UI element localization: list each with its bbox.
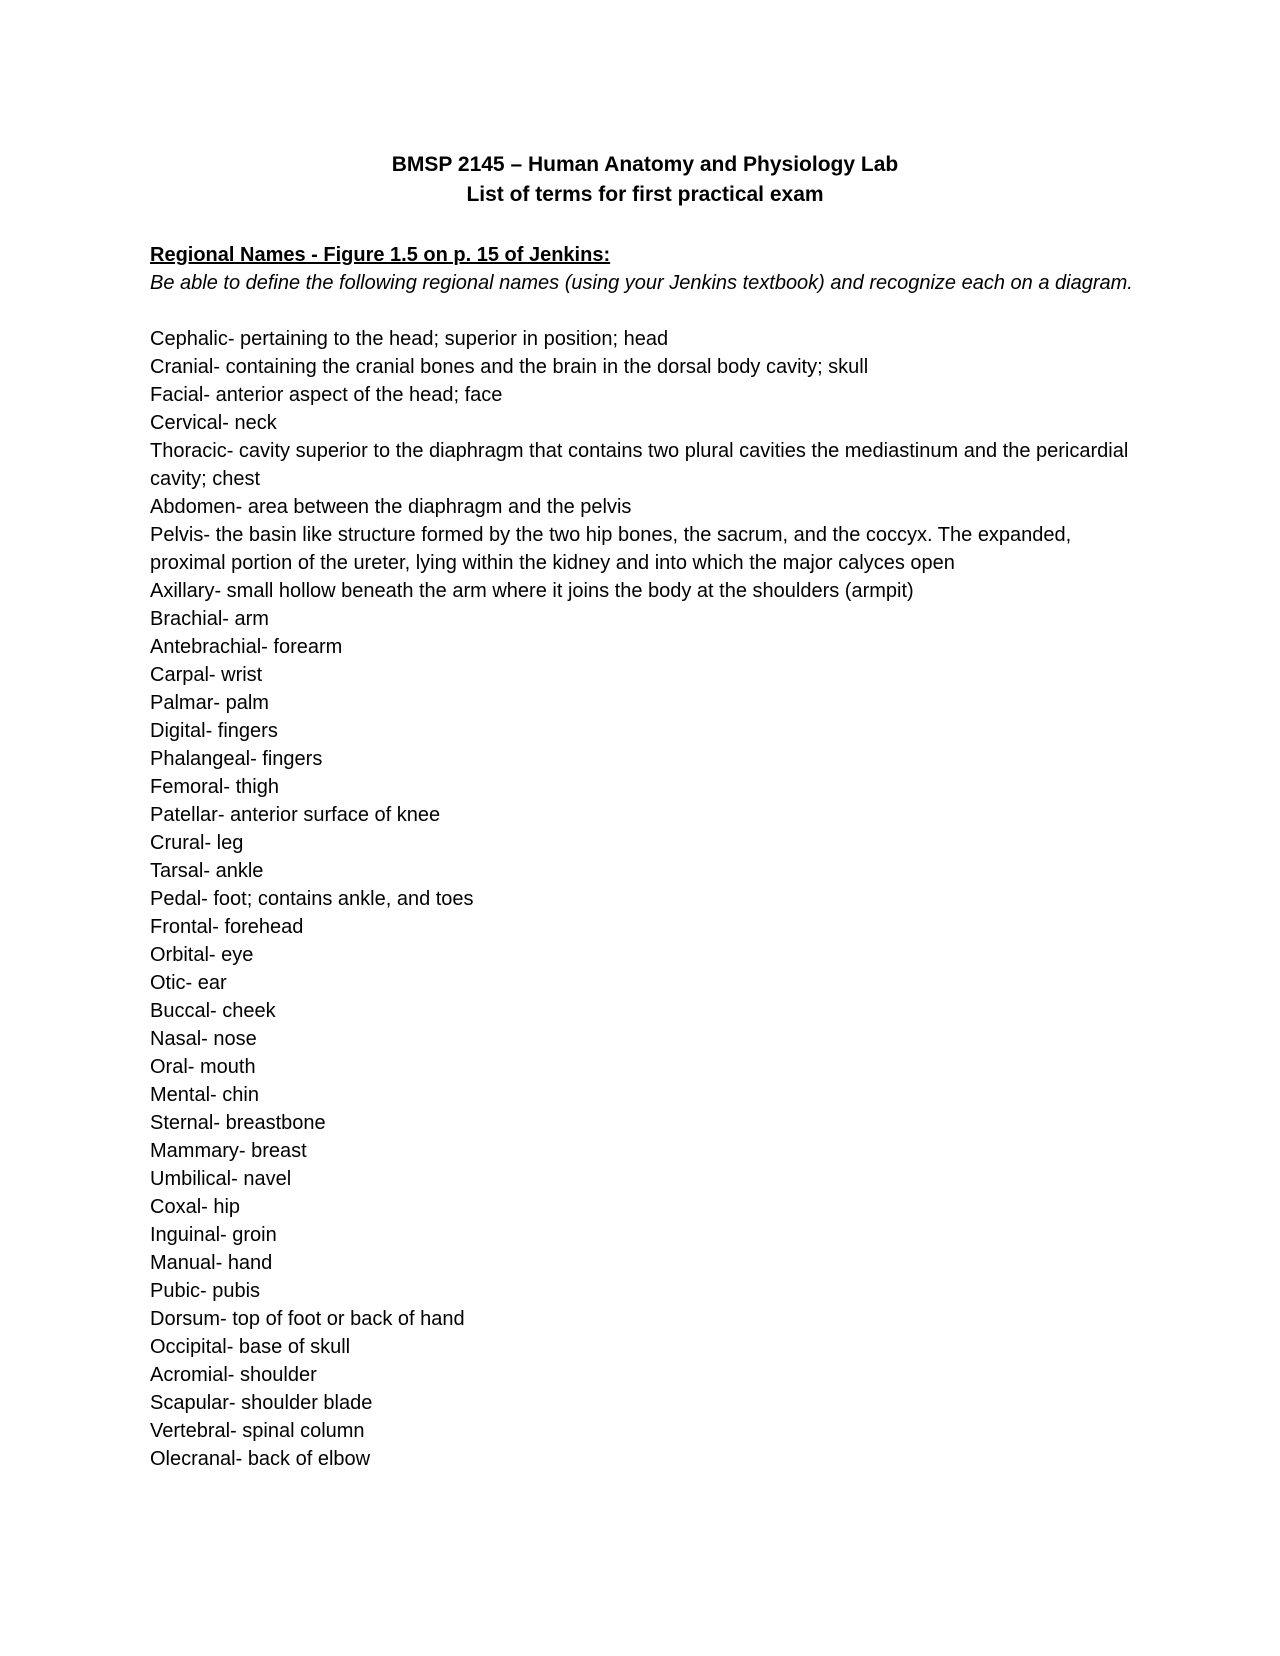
term-item: Carpal- wrist bbox=[150, 664, 263, 686]
term-item: Inguinal- groin bbox=[150, 1224, 277, 1246]
term-item: Abdomen- area between the diaphragm and the pelvis bbox=[150, 496, 632, 518]
title-line-subtitle: List of terms for first practical exam bbox=[466, 183, 824, 206]
term-item: Vertebral- spinal column bbox=[150, 1420, 365, 1442]
document-content bbox=[150, 150, 1140, 1489]
term-item: Digital- fingers bbox=[150, 720, 278, 742]
term-item: Mental- chin bbox=[150, 1084, 259, 1106]
term-item: Pelvis- the basin like structure formed by the two hip bones, the sacrum, and the coccyx. The expanded, proximal portion of the ureter, lying within the kidney and into which the major calyces open bbox=[150, 524, 1072, 574]
term-item: Mammary- breast bbox=[150, 1140, 307, 1162]
term-item: Frontal- forehead bbox=[150, 916, 304, 938]
section-heading: Regional Names - Figure 1.5 on p. 15 of Jenkins: bbox=[150, 244, 611, 266]
term-item: Cephalic- pertaining to the head; superior in position; head bbox=[150, 328, 669, 350]
term-item: Patellar- anterior surface of knee bbox=[150, 804, 441, 826]
term-item: Axillary- small hollow beneath the arm where it joins the body at the shoulders (armpit) bbox=[150, 580, 914, 602]
term-item: Occipital- base of skull bbox=[150, 1336, 351, 1358]
term-item: Olecranal- back of elbow bbox=[150, 1448, 371, 1470]
term-item: Oral- mouth bbox=[150, 1056, 256, 1078]
term-item: Orbital- eye bbox=[150, 944, 254, 966]
term-item: Umbilical- navel bbox=[150, 1168, 292, 1190]
term-item: Scapular- shoulder blade bbox=[150, 1392, 373, 1414]
term-item: Palmar- palm bbox=[150, 692, 269, 714]
term-item: Coxal- hip bbox=[150, 1196, 241, 1218]
term-item: Acromial- shoulder bbox=[150, 1364, 317, 1386]
term-item: Tarsal- ankle bbox=[150, 860, 264, 882]
term-item: Manual- hand bbox=[150, 1252, 273, 1274]
term-item: Thoracic- cavity superior to the diaphragm that contains two plural cavities the mediastinum and the pericardial cavity; chest bbox=[150, 440, 1129, 490]
term-item: Cranial- containing the cranial bones and the brain in the dorsal body cavity; skull bbox=[150, 356, 869, 378]
term-item: Otic- ear bbox=[150, 972, 227, 994]
term-item: Sternal- breastbone bbox=[150, 1112, 326, 1134]
term-item: Facial- anterior aspect of the head; face bbox=[150, 384, 503, 406]
term-item: Cervical- neck bbox=[150, 412, 277, 434]
term-item: Dorsum- top of foot or back of hand bbox=[150, 1308, 465, 1330]
term-item: Phalangeal- fingers bbox=[150, 748, 323, 770]
term-list bbox=[150, 325, 1140, 1473]
term-item: Brachial- arm bbox=[150, 608, 269, 630]
term-item: Nasal- nose bbox=[150, 1028, 257, 1050]
term-item: Crural- leg bbox=[150, 832, 244, 854]
title-line-course: BMSP 2145 – Human Anatomy and Physiology Lab bbox=[391, 153, 899, 176]
term-item: Femoral- thigh bbox=[150, 776, 279, 798]
document-title bbox=[150, 150, 1140, 210]
section-instructions: Be able to define the following regional names (using your Jenkins textbook) and recognize each on a diagram. bbox=[150, 272, 1133, 294]
term-item: Buccal- cheek bbox=[150, 1000, 276, 1022]
term-item: Pubic- pubis bbox=[150, 1280, 261, 1302]
term-item: Pedal- foot; contains ankle, and toes bbox=[150, 888, 474, 910]
term-item: Antebrachial- forearm bbox=[150, 636, 343, 658]
